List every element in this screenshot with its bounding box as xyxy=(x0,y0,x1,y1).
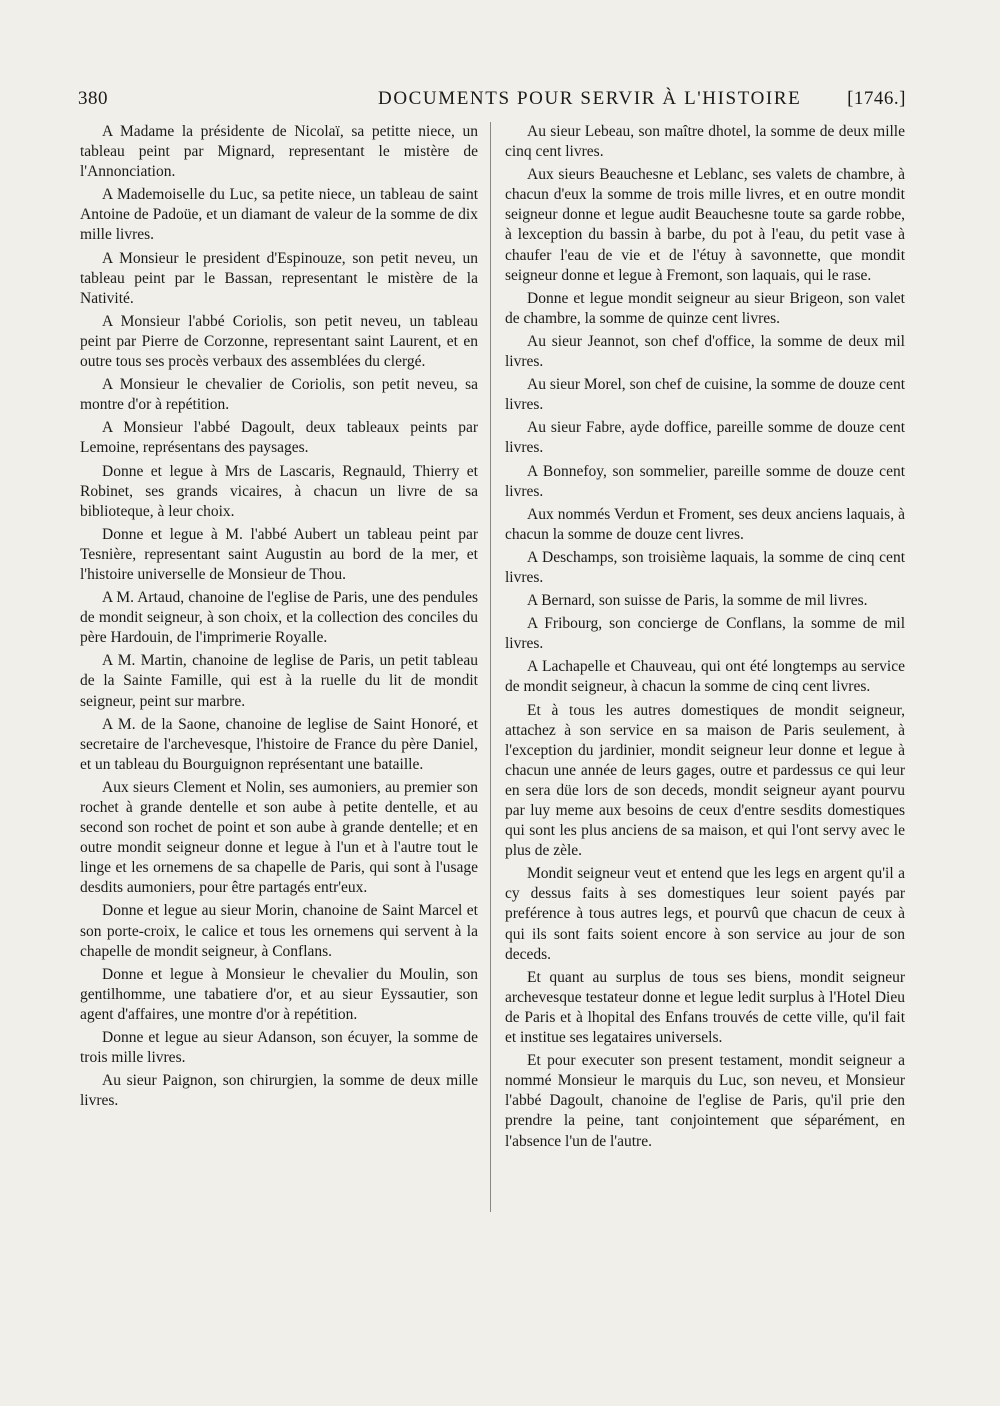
paragraph: A Madame la présidente de Nicolaï, sa petitte niece, un tableau peint par Mignard, representant le mistère de l'Annonciation. xyxy=(80,123,478,181)
running-header xyxy=(78,88,906,114)
paragraph: A Lachapelle et Chauveau, qui ont été longtemps au service de mondit seigneur, à chacun la somme de cinq cent livres. xyxy=(505,658,905,696)
paragraph: A M. Martin, chanoine de leglise de Paris, un petit tableau de la Sainte Famille, qui est à la ruelle du lit de mondit seigneur, peint sur marbre. xyxy=(80,652,478,710)
paragraph: Et quant au surplus de tous ses biens, mondit seigneur archevesque testateur donne et legue ledit surplus à l'Hotel Dieu de Paris et à lhopital des Enfans trouvés de cette ville, qu'il fait et institue ses legataires universels. xyxy=(505,968,905,1047)
paragraph: Au sieur Fabre, ayde doffice, pareille somme de douze cent livres. xyxy=(505,419,905,457)
right-column xyxy=(505,122,905,1155)
column-divider xyxy=(490,122,491,1212)
paragraph: A Monsieur l'abbé Dagoult, deux tableaux peints par Lemoine, représentans des paysages. xyxy=(80,419,478,457)
paragraph: Donne et legue à Monsieur le chevalier du Moulin, son gentilhomme, une tabatiere d'or, et au sieur Eyssautier, son agent d'affaires, une montre d'or à repétition. xyxy=(80,965,478,1023)
paragraph: A M. de la Saone, chanoine de leglise de Saint Honoré, et secretaire de l'archevesque, l'histoire de France du père Daniel, et un tableau du Bourguignon représentant une bataille. xyxy=(80,715,478,773)
paragraph: Au sieur Jeannot, son chef d'office, la somme de deux mil livres. xyxy=(505,332,905,371)
paragraph: A Deschamps, son troisième laquais, la somme de cinq cent livres. xyxy=(505,548,905,586)
paragraph: Donne et legue au sieur Morin, chanoine de Saint Marcel et son porte-croix, le calice et tous les ornemens qui servent à la chapelle de mondit seigneur, à Conflans. xyxy=(80,902,478,960)
paragraph: Au sieur Morel, son chef de cuisine, la somme de douze cent livres. xyxy=(505,376,905,414)
paragraph: Mondit seigneur veut et entend que les legs en argent qu'il a cy dessus faits à ses domestiques leur soient payés par preférence à tous autres legs, et pourvû que chacun de ceux à qui ils sont faits soient encore à son service au jour de son deceds. xyxy=(505,865,905,963)
paragraph: Donne et legue à M. l'abbé Aubert un tableau peint par Tesnière, representant saint Augustin au bord de la mer, et l'histoire universelle de Monsieur de Thou. xyxy=(80,525,478,583)
paragraph: Donne et legue à Mrs de Lascaris, Regnauld, Thierry et Robinet, ses grands vicaires, à chacun un livre de sa biblioteque, à leur choix. xyxy=(80,462,478,520)
page-number: 380 xyxy=(78,88,108,109)
left-column xyxy=(80,122,478,1114)
paragraph: A Monsieur l'abbé Coriolis, son petit neveu, un tableau peint par Pierre de Corzonne, representant saint Laurent, et en outre tous ses procès verbaux des assemblées du clergé. xyxy=(80,312,478,371)
paragraph: Et pour executer son present testament, mondit seigneur a nommé Monsieur le marquis du Luc, son neveu, et Monsieur l'abbé Dagoult, chanoine de l'eglise de Paris, qu'il prie den prendre la peine, tant conjointement que séparément, en l'absence l'un de l'autre. xyxy=(505,1052,905,1150)
paragraph: A Bernard, son suisse de Paris, la somme de mil livres. xyxy=(527,592,868,610)
paragraph: A Monsieur le president d'Espinouze, son petit neveu, un tableau peint par le Bassan, representant le mistère de la Nativité. xyxy=(80,249,478,307)
paragraph: A Fribourg, son concierge de Conflans, la somme de mil livres. xyxy=(505,615,905,653)
paragraph: Aux nommés Verdun et Froment, ses deux anciens laquais, à chacun la somme de douze cent livres. xyxy=(505,505,905,543)
paragraph: A M. Artaud, chanoine de l'eglise de Paris, une des pendules de mondit seigneur, à son choix, et la collection des conciles du père Hardouin, de l'imprimerie Royalle. xyxy=(80,589,478,647)
paragraph: Aux sieurs Clement et Nolin, ses aumoniers, au premier son rochet à grande dentelle et son aube à petite dentelle, et au second son rochet de point et son aube à grande dentelle; et en outre mondit seigneur donne et legue à l'un et à l'autre tout le linge et les ornemens de sa chapelle de Paris, qui sont à l'usage desdits aumoniers, pour être partagés entr'eux. xyxy=(80,778,478,897)
paragraph: Au sieur Lebeau, son maître dhotel, la somme de deux mille cinq cent livres. xyxy=(505,123,905,161)
running-title: DOCUMENTS POUR SERVIR À L'HISTOIRE xyxy=(378,88,802,109)
paragraph: A Bonnefoy, son sommelier, pareille somme de douze cent livres. xyxy=(505,462,905,500)
paragraph: A Mademoiselle du Luc, sa petite niece, un tableau de saint Antoine de Padoüe, et un diamant de valeur de la somme de dix mille livres. xyxy=(80,186,478,244)
paragraph: Aux sieurs Beauchesne et Leblanc, ses valets de chambre, à chacun d'eux la somme de trois mille livres, et en outre mondit seigneur donne et legue audit Beauchesne toute sa garde robbe, à lexception du bassin à barbe, du pot à l'eau, du petit vase à chaufer l'eau de vie et de l'étuy à savonnette, que mondit seigneur donne et legue à Fremont, son laquais, qui le rase. xyxy=(505,166,905,284)
paragraph: A Monsieur le chevalier de Coriolis, son petit neveu, sa montre d'or à repétition. xyxy=(80,376,478,414)
paragraph: Et à tous les autres domestiques de mondit seigneur, attachez à son service en sa maison de Paris seulement, à l'exception du jardinier, mondit seigneur leur donne et legue à chacun une année de leurs gages, outre et pardessus ce qui leur en sera düe lors de son deceds, mondit seigneur ayant pourvu par luy meme aux besoins de ceux d'entre sesdits domestiques qui sont les plus anciens de sa maison, et qui l'ont servy avec le plus de zèle. xyxy=(505,701,905,860)
paragraph: Au sieur Paignon, son chirurgien, la somme de deux mille livres. xyxy=(80,1072,478,1110)
paragraph: Donne et legue au sieur Adanson, son écuyer, la somme de trois mille livres. xyxy=(80,1029,478,1067)
paragraph: Donne et legue mondit seigneur au sieur Brigeon, son valet de chambre, la somme de quinze cent livres. xyxy=(505,289,905,327)
header-year: [1746.] xyxy=(847,88,906,109)
